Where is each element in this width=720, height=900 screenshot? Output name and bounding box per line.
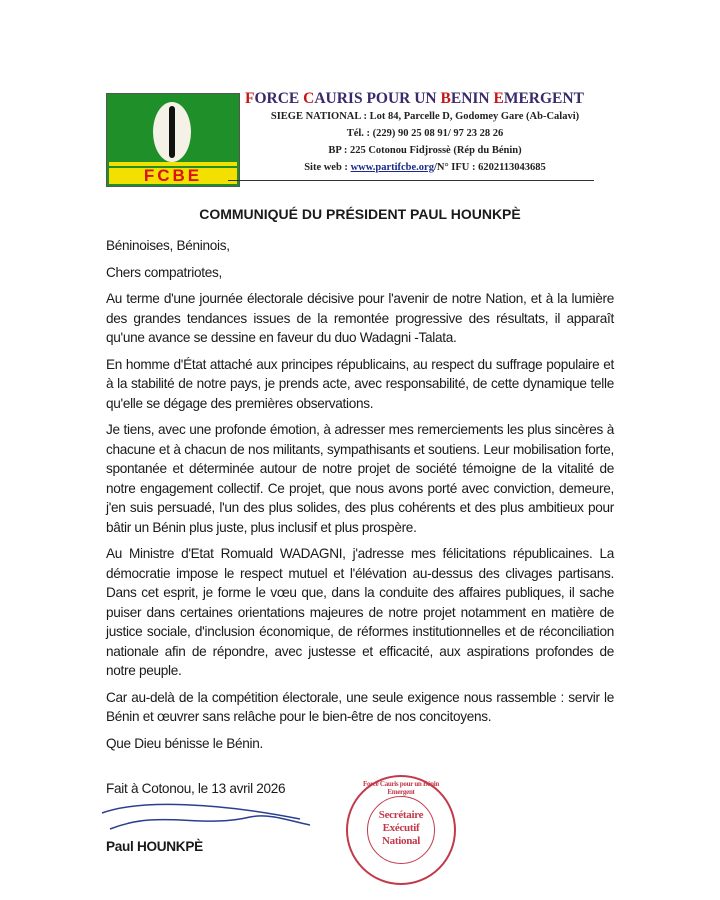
page-title: COMMUNIQUÉ DU PRÉSIDENT PAUL HOUNKPÈ	[199, 206, 521, 222]
stamp-ring-text: Force Cauris pour un Bénin Emergent	[363, 780, 439, 796]
letterhead	[245, 90, 605, 176]
closing: Que Dieu bénisse le Bénin.	[106, 735, 263, 751]
paragraph: Car au-delà de la compétition électorale, une seule exigence nous rassemble : servir le Bénin et œuvrer sans relâche pour le bien-être de nos concitoyens.	[106, 689, 614, 724]
telephone: Tél. : (229) 90 25 08 91/ 97 23 28 26	[346, 128, 504, 139]
header-divider	[228, 180, 594, 181]
signature-block	[106, 779, 614, 879]
paragraph: Au terme d'une journée électorale décisive pour l'avenir de notre Nation, et à la lumière des grandes tendances issues de la remontée progressive des résultats, il apparaît qu'une avance se dessine en faveur du duo Wadagni -Talata.	[106, 291, 614, 345]
cowrie-icon	[153, 102, 191, 162]
salutation: Chers compatriotes,	[106, 264, 222, 280]
paragraph: Au Ministre d'Etat Romuald WADAGNI, j'adresse mes félicitations républicaines. La démocratie impose le respect mutuel et l'élévation au-dessus des clivages partisans. Dans cet esprit, je forme le vœu que, dans la conduite des affaires publiques, il sache puiser dans certaines orientations majeures de notre projet notamment en matière de justice sociale, d'inclusion économique, de réformes institutionnelles et de réconciliation nationale afin de répondre, avec justesse et efficacité, aux aspirations profondes de notre peuple.	[106, 546, 614, 678]
letter-body	[106, 236, 614, 879]
website-link[interactable]: www.partifcbe.org	[350, 162, 434, 173]
signatory-name: Paul HOUNKPÈ	[106, 839, 203, 854]
party-logo	[106, 93, 240, 187]
siege-address: SIEGE NATIONAL : Lot 84, Parcelle D, Godomey Gare (Ab-Calavi)	[270, 111, 580, 122]
official-stamp	[346, 775, 456, 885]
org-name: FORCE CAURIS POUR UN BENIN EMERGENT	[245, 90, 584, 107]
logo-text: FCBE	[109, 168, 237, 184]
stamp-inner	[367, 796, 435, 864]
stamp-line: National	[382, 835, 420, 847]
paragraph: En homme d'État attaché aux principes républicains, au respect du suffrage populaire et à la stabilité de notre pays, je prends acte, avec responsabilité, de cette dynamique telle qu'elle se dégage des premières observations.	[106, 356, 614, 411]
postal-box: BP : 225 Cotonou Fidjrossè (Rép du Bénin)	[328, 145, 522, 156]
paragraph: Je tiens, avec une profonde émotion, à adresser mes remerciements les plus sincères à chacune et à chacun de nos militants, sympathisants et soutiens. Leur mobilisation forte, spontanée et déterminée autour de notre projet de société témoigne de la vitalité de notre engagement collectif. Ce projet, que nous avons porté avec conviction, demeure, j'en suis persuadé, l'un des plus solides, des plus cohérents et des plus ambitieux pour bâtir un Bénin plus juste, plus inclusif et plus prospère.	[106, 422, 614, 535]
website-line: Site web : www.partifcbe.org/N° IFU : 6202113043685	[304, 162, 546, 173]
salutation: Béninoises, Béninois,	[106, 238, 230, 253]
handwritten-signature	[100, 799, 320, 839]
place-date: Fait à Cotonou, le 13 avril 2026	[106, 781, 286, 796]
stamp-line: Exécutif	[382, 822, 420, 834]
stamp-line: Secrétaire	[378, 809, 424, 821]
